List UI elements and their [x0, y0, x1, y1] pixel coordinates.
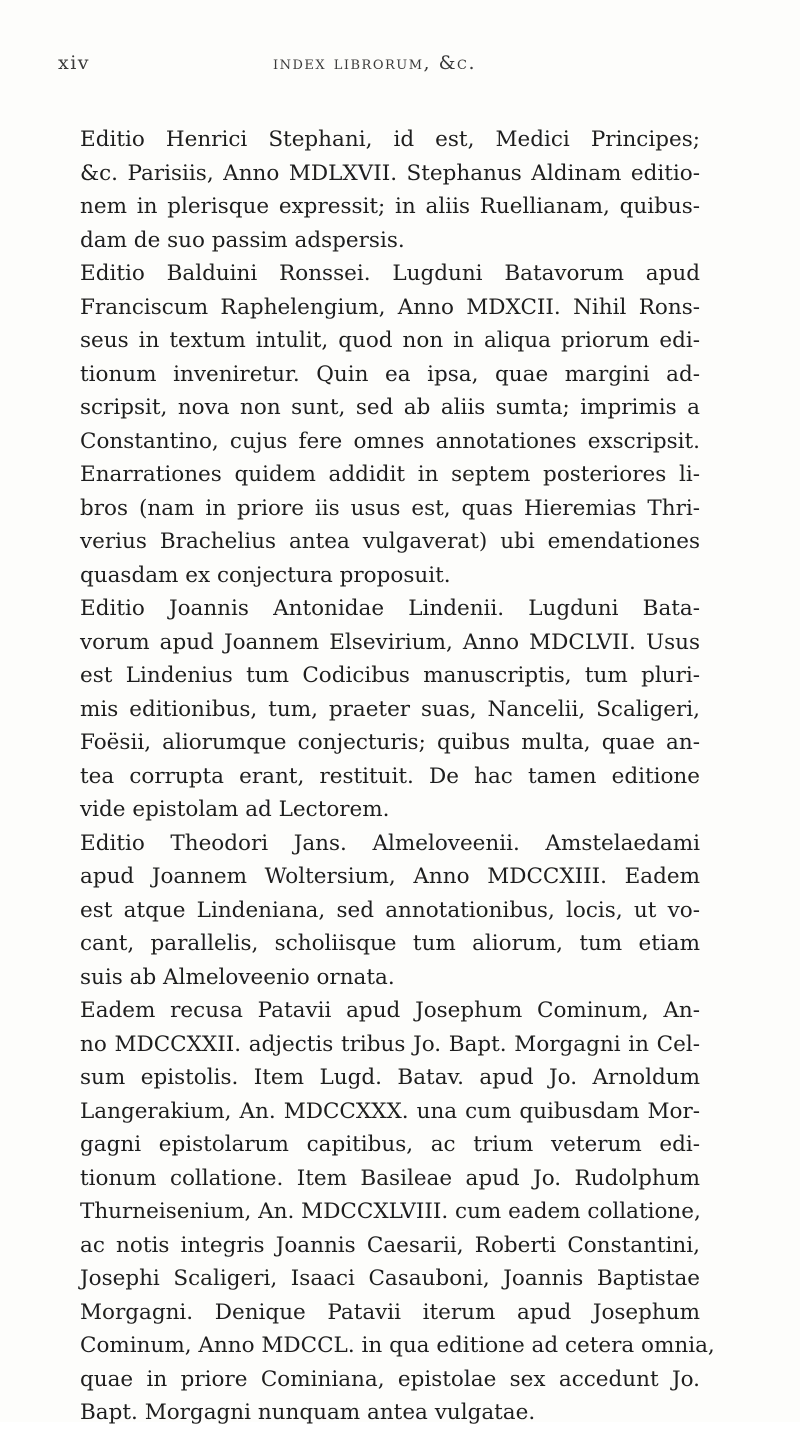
text-line: verius Brachelius antea vulgaverat) ubi emendationes: [80, 529, 700, 554]
text-line: tionum collatione. Item Basileae apud Jo. Rudolphum: [80, 1165, 700, 1191]
text-line: no MDCCXXII. adjectis tribus Jo. Bapt. Morgagni in Cel-: [80, 1031, 700, 1057]
text-line: apud Joannem Woltersium, Anno MDCCXIII. Eadem: [80, 864, 700, 889]
paragraph: [80, 827, 700, 995]
text-line: bros (nam in priore iis usus est, quas Hieremias Thri-: [80, 495, 700, 521]
text-line: Editio Theodori Jans. Almeloveenii. Amstelaedami: [80, 830, 700, 856]
text-line: Bapt. Morgagni nunquam antea vulgatae.: [80, 1400, 536, 1425]
text-line: Josephi Scaligeri, Isaaci Casauboni, Joannis Baptistae: [80, 1266, 700, 1291]
text-line: seus in textum intulit, quod non in aliqua priorum edi-: [80, 328, 700, 353]
text-line: vide epistolam ad Lectorem.: [80, 797, 390, 822]
running-title: index librorum, &c.: [273, 52, 477, 74]
paragraph: [80, 123, 700, 257]
text-line: dam de suo passim adspersis.: [80, 227, 405, 253]
page-number: xiv: [58, 52, 91, 74]
running-head: [58, 52, 742, 82]
body-text: [80, 123, 715, 1430]
text-line: Constantino, cujus fere omnes annotationes exscripsit.: [80, 428, 700, 454]
text-line: Editio Joannis Antonidae Lindenii. Lugduni Bata-: [80, 596, 700, 621]
text-line: sum epistolis. Item Lugd. Batav. apud Jo. Arnoldum: [80, 1065, 700, 1090]
paragraph: [80, 592, 700, 827]
text-line: cant, parallelis, scholiisque tum aliorum, tum etiam: [80, 931, 700, 956]
text-line: suis ab Almeloveenio ornata.: [80, 964, 395, 990]
text-line: Morgagni. Denique Patavii iterum apud Josephum: [80, 1299, 700, 1325]
text-line: quasdam ex conjectura proposuit.: [80, 562, 451, 588]
text-line: nem in plerisque expressit; in aliis Ruellianam, quibus-: [80, 194, 700, 219]
text-line: Enarrationes quidem addidit in septem posteriores li-: [80, 462, 700, 487]
text-line: Cominum, Anno MDCCL. in qua editione ad cetera omnia,: [80, 1333, 715, 1358]
text-line: Eadem recusa Patavii apud Josephum Cominum, An-: [80, 998, 700, 1023]
text-line: gagni epistolarum capitibus, ac trium veterum edi-: [80, 1132, 700, 1157]
text-line: vorum apud Joannem Elsevirium, Anno MDCLVII. Usus: [80, 629, 700, 655]
text-line: ac notis integris Joannis Caesarii, Roberti Constantini,: [80, 1232, 700, 1258]
text-line: Langerakium, An. MDCCXXX. una cum quibusdam Mor-: [80, 1098, 700, 1124]
text-line: est Lindenius tum Codicibus manuscriptis, tum pluri-: [80, 663, 700, 688]
text-line: tionum inveniretur. Quin ea ipsa, quae margini ad-: [80, 361, 700, 387]
text-line: est atque Lindeniana, sed annotationibus, locis, ut vo-: [80, 897, 700, 923]
text-line: mis editionibus, tum, praeter suas, Nancelii, Scaligeri,: [80, 696, 700, 722]
text-line: Thurneisenium, An. MDCCXLVIII. cum eadem collatione,: [80, 1199, 701, 1224]
text-line: Editio Henrici Stephani, id est, Medici Principes;: [80, 127, 700, 152]
text-line: scripsit, nova non sunt, sed ab aliis sumta; imprimis a: [80, 395, 700, 420]
text-line: quae in priore Cominiana, epistolae sex accedunt Jo.: [80, 1366, 700, 1392]
text-line: tea corrupta erant, restituit. De hac tamen editione: [80, 763, 700, 789]
paragraph: [80, 994, 715, 1430]
text-line: Foësii, aliorumque conjecturis; quibus multa, quae an-: [80, 730, 700, 755]
text-line: &c. Parisiis, Anno MDLXVII. Stephanus Aldinam editio-: [80, 160, 700, 186]
paragraph: [80, 257, 700, 592]
text-line: Franciscum Raphelengium, Anno MDXCII. Nihil Rons-: [80, 294, 700, 320]
text-line: Editio Balduini Ronssei. Lugduni Batavorum apud: [80, 261, 700, 286]
